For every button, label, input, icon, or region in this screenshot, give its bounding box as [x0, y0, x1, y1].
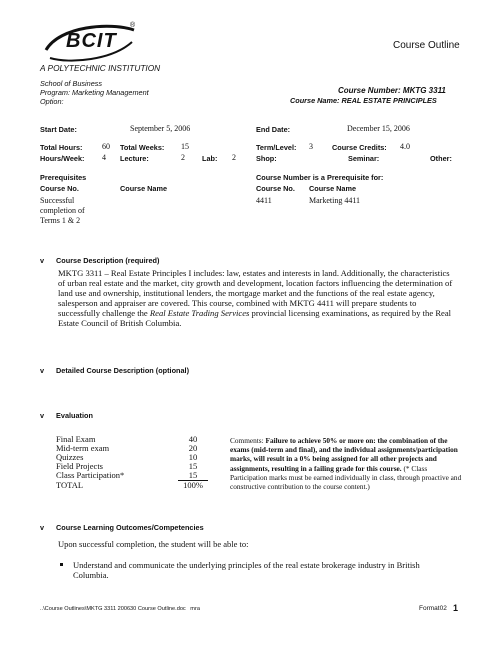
- end-date-value: December 15, 2006: [347, 124, 410, 133]
- outcomes-intro: Upon successful completion, the student will be able to:: [58, 539, 249, 549]
- bullet-icon: v: [40, 366, 45, 375]
- course-name: Course Name: REAL ESTATE PRINCIPLES: [290, 96, 437, 105]
- description-part-2: provincial licensing examinations, as required by the Real Estate Council of British Columbia.: [58, 308, 452, 328]
- footer-form: Format02: [419, 605, 447, 612]
- seminar-label: Seminar:: [348, 154, 380, 163]
- prereq-for-course-name: Marketing 4411: [309, 196, 361, 205]
- lecture-value: 2: [181, 153, 185, 162]
- bcit-logo: [40, 20, 140, 64]
- total-weeks-value: 15: [181, 142, 189, 151]
- outcome-item-1: Understand and communicate the underlying principles of the real estate brokerage industry in British Columbia.: [73, 560, 420, 580]
- school-name: School of Business: [40, 79, 103, 88]
- eval-value: 40: [188, 434, 198, 444]
- section-evaluation: [40, 411, 93, 420]
- program-name: Program: Marketing Management: [40, 88, 149, 97]
- course-description-text: [58, 268, 458, 328]
- section-learning-outcomes: [40, 523, 204, 532]
- prereq-for-col-course-name: Course Name: [309, 184, 357, 193]
- total-hours-value: 60: [102, 142, 110, 151]
- section-title: Course Description (required): [56, 256, 160, 265]
- section-title: Course Learning Outcomes/Competencies: [56, 523, 204, 532]
- eval-item: Final Exam: [56, 434, 96, 444]
- eval-value: 10: [188, 452, 198, 462]
- section-detailed-description: [40, 366, 189, 375]
- outcome-bullet-icon: [60, 563, 63, 566]
- page-number: 1: [453, 603, 459, 613]
- course-credits-label: Course Credits:: [332, 143, 387, 152]
- start-date-label: Start Date:: [40, 125, 77, 134]
- prereq-for-course-no: 4411: [256, 196, 272, 205]
- footer-tag: mra: [190, 606, 200, 612]
- prereq-line-2: completion of: [40, 206, 85, 215]
- prereq-col-course-no: Course No.: [40, 184, 79, 193]
- eval-item: Field Projects: [56, 461, 103, 471]
- registered-mark: ®: [130, 22, 136, 29]
- prereq-line-3: Terms 1 & 2: [40, 216, 81, 225]
- total-weeks-label: Total Weeks:: [120, 143, 165, 152]
- lab-label: Lab:: [202, 154, 218, 163]
- other-label: Other:: [430, 154, 452, 163]
- term-level-label: Term/Level:: [256, 143, 297, 152]
- footer-path: [40, 606, 200, 612]
- hours-week-label: Hours/Week:: [40, 154, 85, 163]
- comments-label: Comments:: [230, 436, 264, 445]
- evaluation-comments: [230, 436, 462, 491]
- shop-label: Shop:: [256, 154, 277, 163]
- course-credits-value: 4.0: [400, 142, 410, 151]
- eval-item: TOTAL: [56, 479, 84, 490]
- option-label: Option:: [40, 97, 64, 106]
- eval-value: 20: [188, 443, 198, 453]
- prerequisites-title: Prerequisites: [40, 173, 87, 182]
- description-italic: Real Estate Trading Services: [149, 308, 250, 318]
- bcit-logo-text: BCIT: [66, 30, 117, 52]
- prereq-for-title: Course Number is a Prerequisite for:: [256, 173, 384, 182]
- course-number: Course Number: MKTG 3311: [338, 86, 446, 95]
- term-level-value: 3: [309, 142, 313, 151]
- bullet-icon: v: [40, 411, 45, 420]
- end-date-label: End Date:: [256, 125, 291, 134]
- institution-tagline: A POLYTECHNIC INSTITUTION: [40, 63, 161, 73]
- section-title: Evaluation: [56, 411, 93, 420]
- bullet-icon: v: [40, 256, 45, 265]
- eval-item: Quizzes: [56, 452, 84, 462]
- eval-value: 15: [188, 461, 198, 471]
- total-hours-label: Total Hours:: [40, 143, 83, 152]
- start-date-value: September 5, 2006: [130, 124, 191, 133]
- prereq-for-col-course-no: Course No.: [256, 184, 295, 193]
- comments-note: (* Class Participation marks must be earned individually in class, through proactive and constructive contribution to the course content.): [230, 463, 462, 492]
- footer-file-path: ..\Course Outlines\MKTG 3311 200630 Course Outline.doc: [40, 606, 186, 612]
- section-title: Detailed Course Description (optional): [56, 366, 190, 375]
- eval-value: 15: [178, 471, 208, 481]
- comments-text: Failure to achieve 50% or more on: the combination of the exams (mid-term and final), and the individual assignments/participation marks, will result in a 0% being assigned for all other projects and assignments, resulting in a failing grade for this course.: [230, 436, 458, 473]
- eval-value: 100%: [183, 480, 203, 490]
- prereq-col-course-name: Course Name: [120, 184, 168, 193]
- section-course-description: [40, 256, 159, 265]
- eval-item: Mid-term exam: [56, 443, 110, 453]
- description-part-1: MKTG 3311 – Real Estate Principles I includes: law, estates and interests in land. Additionally, the characteristics of urban real estate and the market, city growth and development, location factors influencing the determination of land use and ownership, institutional lenders, the mortgage market and the functions of the real estate agency, salesperson and appraiser are covered. This course, combined with MKTG 4411 will prepare students to successfully challenge the: [58, 268, 453, 318]
- evaluation-table: [56, 435, 208, 490]
- prereq-line-1: Successful: [40, 196, 75, 205]
- hours-week-value: 4: [102, 153, 106, 162]
- bullet-icon: v: [40, 523, 45, 532]
- eval-item: Class Participation*: [56, 470, 125, 481]
- course-outline-title: Course Outline: [393, 40, 460, 51]
- table-row: [56, 481, 208, 491]
- lecture-label: Lecture:: [120, 154, 149, 163]
- lab-value: 2: [232, 153, 236, 162]
